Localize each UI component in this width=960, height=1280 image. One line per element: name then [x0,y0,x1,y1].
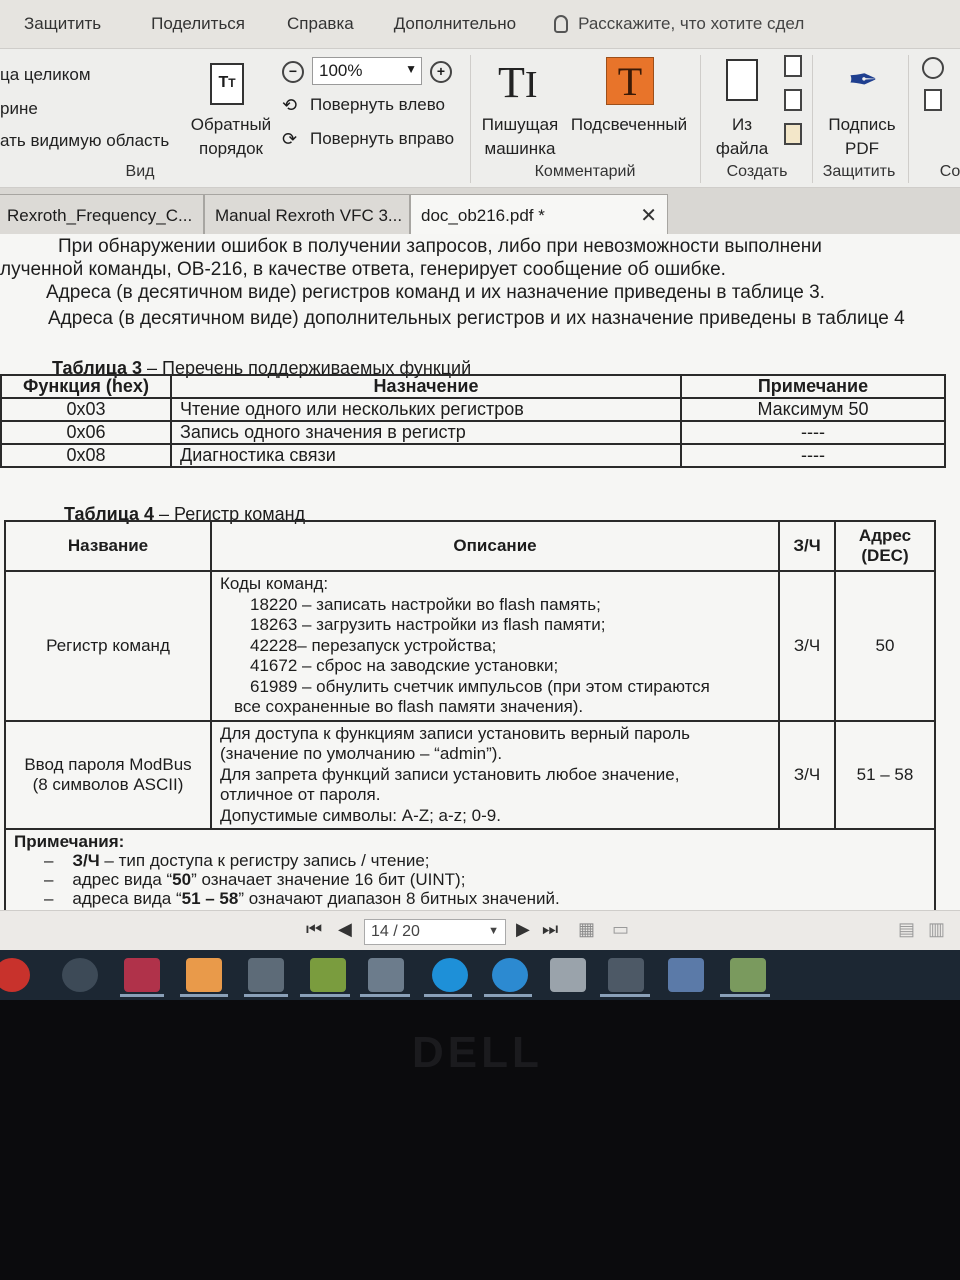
page-number: 14 / 20 [371,923,420,940]
cell-name [5,721,211,830]
separator [700,55,701,183]
active-indicator [360,994,410,997]
first-page-icon[interactable]: ⏮ [306,919,323,939]
cell: ---- [681,421,945,444]
tell-me-text: Расскажите, что хотите сдел [578,14,805,33]
zoom-value: 100% [319,61,363,80]
pdf-page [0,234,960,910]
fit-width-button[interactable]: рине [0,99,38,118]
note-bold: 51 – 58 [181,889,239,908]
reverse-order-label-1: Обратный [190,115,272,134]
doc-icon[interactable] [924,89,942,111]
globe-icon[interactable] [922,57,944,79]
ribbon [0,48,960,188]
table-notes-row [5,829,935,910]
zoom-in-icon[interactable]: + [430,61,452,83]
table4-caption-number: Таблица 4 [64,504,155,524]
archive-icon[interactable] [248,958,284,992]
sign-pdf-label-2: PDF [845,139,879,158]
tab-doc-ob216[interactable] [410,194,668,234]
col-header: Название [5,521,211,571]
note-text: ” означает значение 16 бит (UINT); [191,870,466,889]
table4-caption-text: – Регистр команд [154,504,306,524]
table-header-row [5,521,935,571]
fit-visible-button[interactable]: ать видимую область [0,131,170,150]
table-row [1,444,945,467]
chevron-down-icon: ▼ [488,925,499,937]
desc-line: отличное от пароля. [220,785,381,804]
menu-more[interactable]: Дополнительно [393,14,517,33]
from-file-button[interactable] [710,57,774,157]
highlight-icon: T [606,57,654,105]
winrar-icon[interactable] [124,958,160,992]
note-bold: З/Ч [72,851,100,870]
highlight-label: Подсвеченный [570,115,688,134]
name-line: (8 символов ASCII) [32,774,184,794]
reverse-order-button[interactable] [186,59,276,159]
cell-name: Регистр команд [5,571,211,721]
note-text: адреса вида “ [72,889,182,908]
comment-group-label: Комментарий [534,163,636,180]
notes-app-icon[interactable] [730,958,766,992]
sign-pdf-label-1: Подпись [828,115,896,134]
remote-desktop-icon[interactable] [608,958,644,992]
tab-label: Manual Rexroth VFC 3... [215,206,403,225]
cell: 0x08 [1,444,171,467]
table3-caption-text: – Перечень поддерживаемых функций [142,358,472,378]
table-header-row [1,375,945,398]
note-dash: – [44,889,54,908]
lightbulb-icon [554,15,568,33]
cell-access: З/Ч [779,571,835,721]
note-bold: 50 [172,870,192,889]
desc-line: 18220 – записать настройки во flash память; [250,594,601,614]
chart-app-icon[interactable] [310,958,346,992]
next-page-icon[interactable]: ▶ [516,919,530,939]
table-row [1,421,945,444]
reverse-order-icon: TT [210,63,244,105]
clipboard-icon[interactable] [784,123,802,145]
separator [908,55,909,183]
laptop-bezel [0,1000,960,1280]
paragraph-1a: При обнаружении ошибок в получении запросов, либо при невозможности выполнени [58,236,822,257]
cell-address: 51 – 58 [835,721,935,830]
typewriter-label-1: Пишущая [481,115,559,134]
note-text: адрес вида “ [72,870,173,889]
page-navigation [0,910,960,950]
paragraph-1b: лученной команды, ОВ-216, в качестве ответа, генерирует сообщение об ошибке. [0,259,726,280]
zoom-select[interactable] [312,57,422,85]
notes-title: Примечания: [14,832,125,851]
typewriter-label-2: машинка [484,139,556,158]
note-item [14,870,926,889]
desc-line: 42228– перезапуск устройства; [250,635,497,655]
col-header: Назначение [171,375,681,398]
desc-line: 61989 – обнулить счетчик импульсов (при этом стираются [250,676,710,696]
page-view-icon[interactable]: ▦ [578,919,596,939]
page-number-input[interactable] [364,919,506,945]
active-indicator [720,994,770,997]
calculator-icon[interactable] [550,958,586,992]
lock-app-icon[interactable] [62,958,98,992]
chevron-down-icon: ▼ [405,62,417,76]
note-text: – тип доступа к регистру запись / чтение; [99,851,430,870]
tab-label: doc_ob216.pdf * [421,206,545,225]
prev-page-icon[interactable]: ◀ [338,919,352,939]
note-text: ” означают диапазон 8 битных значений. [238,889,560,908]
rotate-left-label: Повернуть влево [310,95,445,114]
create-group-label: Создать [726,163,788,180]
from-file-label-1: Из [731,115,752,134]
desc-line: Коды команд: [220,574,329,593]
col-header-line: (DEC) [861,546,909,565]
cell: 0x03 [1,398,171,421]
close-icon[interactable]: ✕ [640,205,657,227]
skype-icon[interactable] [432,958,468,992]
menu-protect[interactable]: Защитить [24,14,102,33]
desc-line: Допустимые символы: A-Z; a-z; 0-9. [220,805,501,825]
rotate-right-label: Повернуть вправо [310,129,455,148]
image-viewer-icon[interactable] [368,958,404,992]
cell: Запись одного значения в регистр [171,421,681,444]
sign-pdf-button[interactable] [820,57,904,157]
menu-bar [0,0,960,48]
reverse-order-label-2: порядок [199,139,263,158]
highlight-button[interactable] [566,57,692,157]
desc-line: (значение по умолчанию – “admin”). [220,744,503,763]
menu-share[interactable]: Поделиться [151,14,246,33]
active-indicator [120,994,164,997]
desc-line: 18263 – загрузить настройки из flash памяти; [250,615,606,634]
col-header-line: Адрес [858,526,912,545]
from-file-label-2: файла [715,139,769,158]
table3-caption-number: Таблица 3 [52,358,143,378]
table-4 [4,520,936,910]
rotate-left-icon: ⟲ [282,95,298,115]
rotate-right-button[interactable] [282,127,462,153]
col-header-address [835,521,935,571]
rotate-right-icon: ⟳ [282,129,298,149]
single-page-icon[interactable]: ▤ [898,919,916,939]
paragraph-2: Адреса (в десятичном виде) регистров команд и их назначение приведены в таблице 3. [46,282,825,303]
col-header: Описание [211,521,779,571]
pen-icon: ✒ [848,59,879,100]
cell: Чтение одного или нескольких регистров [171,398,681,421]
opera-icon[interactable] [0,958,30,992]
tab-rexroth-frequency[interactable] [0,194,204,234]
table-row [1,398,945,421]
notes-cell [5,829,935,910]
telegram-icon[interactable] [492,958,528,992]
menu-help[interactable]: Справка [287,14,354,33]
desc-line: Для запрета функций записи установить любое значение, [220,764,680,784]
foxit-reader-icon[interactable] [186,958,222,992]
desc-line: 41672 – сброс на заводские установки; [250,656,559,675]
cell-description [211,721,779,830]
view-group-label: Вид [125,163,155,180]
document-tabs [0,188,960,234]
active-indicator [424,994,472,997]
split-view-icon[interactable]: ▭ [612,919,630,939]
typewriter-icon: TI [498,58,538,107]
note-dash: – [44,870,54,889]
note-item [14,889,926,908]
active-indicator [180,994,228,997]
name-line: Ввод пароля ModBus [24,754,192,774]
desc-line: все сохраненные во flash памяти значения). [234,697,584,716]
col-header: Функция (hex) [1,375,171,398]
tab-label: Rexroth_Frequency_C... [7,206,193,225]
cell: Диагностика связи [171,444,681,467]
typewriter-button[interactable] [480,57,560,157]
tab-manual-rexroth[interactable] [204,194,410,234]
new-doc-icon[interactable] [784,89,802,111]
active-indicator [600,994,650,997]
continuous-page-icon[interactable]: ▥ [928,919,946,939]
file-icon [726,59,758,101]
blank-page-icon[interactable] [784,55,802,77]
desc-line: Для доступа к функциям записи установить верный пароль [220,723,691,743]
cut-group-label: Co [939,163,960,180]
paragraph-3: Адреса (в десятичном виде) дополнительных регистров и их назначение приведены в таблице 4 [48,308,905,329]
taskbar [0,950,960,1000]
rotate-left-button[interactable] [282,93,462,119]
active-indicator [244,994,288,997]
last-page-icon[interactable]: ⏭ [542,919,559,939]
cell-description [211,571,779,721]
table-row [5,571,935,721]
lcc-app-icon[interactable] [668,958,704,992]
fit-page-button[interactable]: ца целиком [0,65,91,84]
col-header: З/Ч [779,521,835,571]
note-item [14,851,926,870]
zoom-out-icon[interactable]: − [282,61,304,83]
table-row [5,721,935,830]
laptop-logo: DELL [412,1028,543,1077]
separator [812,55,813,183]
cell: Максимум 50 [681,398,945,421]
table-3 [0,374,946,468]
cell-address: 50 [835,571,935,721]
separator [470,55,471,183]
active-indicator [484,994,532,997]
cell: 0x06 [1,421,171,444]
cell-access: З/Ч [779,721,835,830]
cell: ---- [681,444,945,467]
active-indicator [300,994,350,997]
protect-group-label: Защитить [822,163,896,180]
tell-me-search[interactable] [554,14,804,34]
note-dash: – [44,851,54,870]
col-header: Примечание [681,375,945,398]
